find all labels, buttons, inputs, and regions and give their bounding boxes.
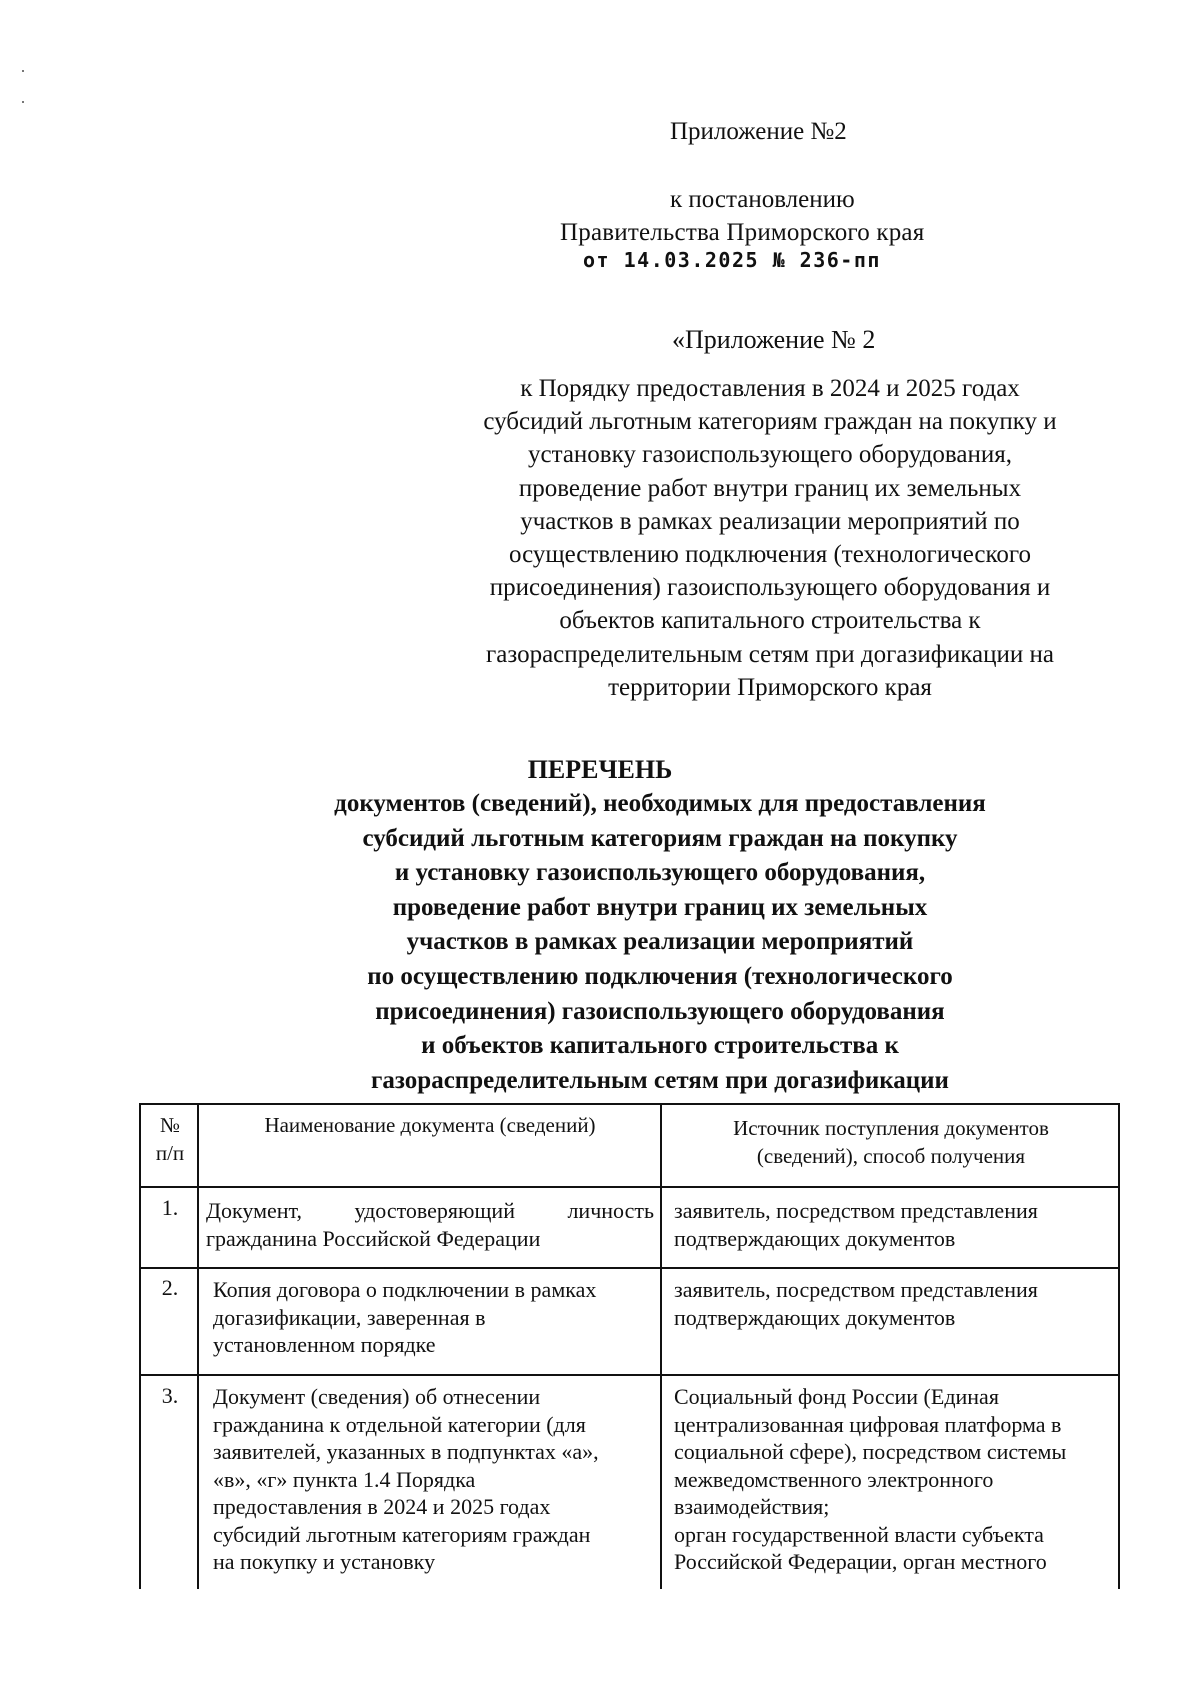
order-annex-line: субсидий льготным категориям граждан на покупку и: [483, 408, 1057, 436]
row-1-source-line: подтверждающих документов: [674, 1225, 956, 1251]
row-3-source-line: централизованная цифровая платформа в: [674, 1411, 1062, 1437]
row-2-name-line: Копия договора о подключении в рамках: [213, 1277, 597, 1302]
table-column-divider: [660, 1105, 663, 1589]
header-name: [199, 1112, 661, 1140]
header-num: [141, 1112, 199, 1167]
order-annex-line: проведение работ внутри границ их земельных: [518, 474, 1022, 502]
table-row-divider: [141, 1186, 1118, 1188]
row-3-name-line: на покупку и установку: [213, 1549, 436, 1574]
row-2-name-line: догазификации, заверенная в: [213, 1304, 486, 1330]
row-3-name-line: предоставления в 2024 и 2025 годах: [213, 1494, 551, 1519]
row-1-name-word: удостоверяющий: [354, 1198, 515, 1223]
order-annex-line: объектов капитального строительства к: [559, 607, 981, 635]
row-3-source-line: социальной сфере), посредством системы: [674, 1439, 1067, 1464]
row-2-name-line: установленном порядке: [213, 1332, 436, 1357]
row-2-num: 2.: [161, 1275, 179, 1300]
scan-dot: [22, 70, 24, 72]
list-subtitle-line: и объектов капитального строительства к: [421, 1032, 899, 1060]
row-1-name: [206, 1197, 654, 1252]
row-3-source-line: Российской Федерации, орган местного: [674, 1549, 1047, 1574]
list-subtitle-line: субсидий льготным категориям граждан на покупку: [362, 824, 958, 852]
row-1-name-word: Документ,: [206, 1198, 303, 1223]
row-3-name-line: заявителей, указанных в подпунктах «а»,: [213, 1439, 599, 1464]
table-column-divider: [197, 1105, 200, 1589]
order-annex-text: [420, 372, 1120, 704]
header-source-line: Источник поступления документов: [733, 1116, 1049, 1140]
row-3-source-line: межведомственного электронного: [674, 1466, 994, 1492]
list-subtitle: [130, 787, 1190, 1098]
row-3-name: [213, 1383, 653, 1576]
scan-dot: [22, 101, 24, 103]
row-3-num: 3.: [161, 1383, 179, 1408]
row-3-name-line: «в», «г» пункта 1.4 Порядка: [213, 1466, 476, 1492]
table-row-divider: [141, 1267, 1118, 1269]
row-2-source-line: подтверждающих документов: [674, 1304, 956, 1330]
row-1-source-line: заявитель, посредством представления: [674, 1198, 1038, 1223]
government-name: Правительства Приморского края: [560, 219, 925, 246]
list-subtitle-line: газораспределительным сетям при догазификации: [371, 1066, 949, 1094]
list-subtitle-line: присоединения) газоиспользующего оборудования: [375, 997, 945, 1025]
order-annex-line: к Порядку предоставления в 2024 и 2025 годах: [520, 375, 1020, 402]
header-source: [662, 1115, 1120, 1170]
header-num-line: №: [159, 1113, 181, 1137]
row-2-source: [674, 1276, 1114, 1331]
header-source-line: (сведений), способ получения: [756, 1143, 1026, 1168]
order-annex-line: газораспределительным сетям при догазификации на: [485, 640, 1055, 668]
order-annex-title: «Приложение № 2: [672, 325, 876, 354]
list-subtitle-line: проведение работ внутри границ их земельных: [392, 893, 928, 921]
annex-title: Приложение №2: [670, 118, 847, 145]
resolution-reference: к постановлению: [670, 186, 855, 213]
list-title: ПЕРЕЧЕНЬ: [527, 755, 673, 784]
order-annex-line: присоединения) газоиспользующего оборудования и: [489, 574, 1051, 602]
row-2-name: [213, 1276, 653, 1359]
header-num-line: п/п: [155, 1140, 185, 1165]
order-annex-line: территории Приморского края: [608, 673, 932, 701]
list-subtitle-line: участков в рамках реализации мероприятий: [406, 928, 914, 956]
row-3-name-line: гражданина к отдельной категории (для: [213, 1411, 586, 1437]
row-3-source: [674, 1383, 1118, 1576]
row-1-name-line: гражданина Российской Федерации: [206, 1225, 541, 1251]
row-3-name-line: субсидий льготным категориям граждан: [213, 1521, 591, 1547]
order-annex-line: установку газоиспользующего оборудования,: [528, 441, 1012, 469]
row-3-source-line: орган государственной власти субъекта: [674, 1521, 1044, 1547]
date-number-stamp: от 14.03.2025 № 236-пп: [583, 248, 881, 272]
row-3-source-line: взаимодействия;: [674, 1494, 830, 1519]
order-annex-line: участков в рамках реализации мероприятий по: [520, 507, 1020, 535]
row-1-num: 1.: [161, 1195, 179, 1220]
list-subtitle-line: по осуществлению подключения (технологического: [367, 962, 953, 990]
row-1-name-word: личность: [567, 1198, 654, 1223]
list-subtitle-line: документов (сведений), необходимых для предоставления: [334, 790, 986, 817]
row-1-name-line: [206, 1197, 654, 1225]
row-3-name-line: Документ (сведения) об отнесении: [213, 1384, 541, 1409]
header-name-line: Наименование документа (сведений): [264, 1113, 596, 1137]
row-3-source-line: Социальный фонд России (Единая: [674, 1384, 999, 1409]
row-1-source: [674, 1197, 1114, 1252]
table-row-divider: [141, 1374, 1118, 1376]
order-annex-line: осуществлению подключения (технологического: [508, 541, 1032, 569]
documents-table: [139, 1103, 1120, 1589]
list-subtitle-line: и установку газоиспользующего оборудования,: [394, 859, 926, 887]
row-2-source-line: заявитель, посредством представления: [674, 1277, 1038, 1302]
